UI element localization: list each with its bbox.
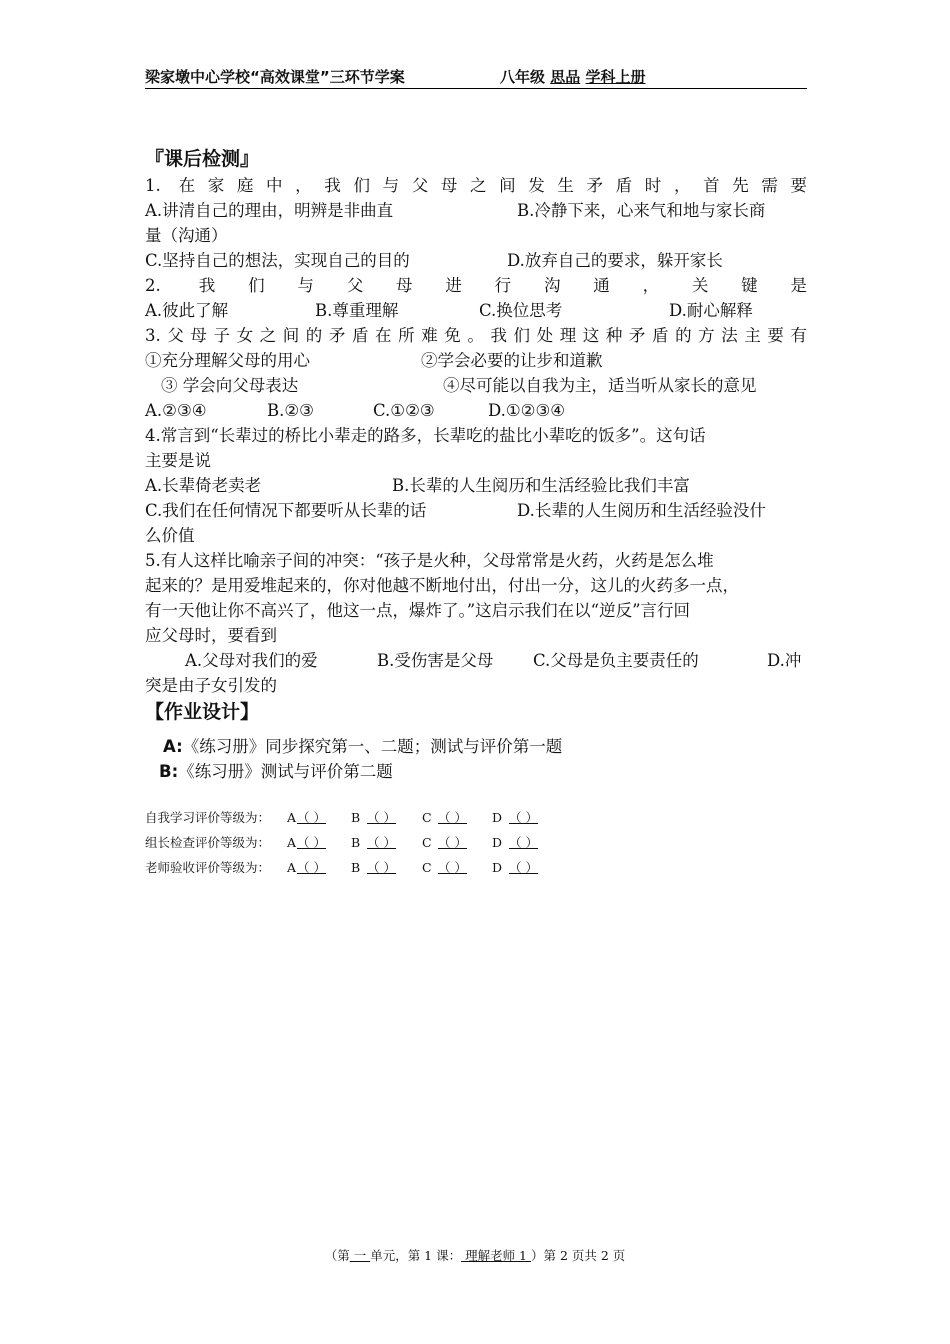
- grade-b: B: [351, 810, 361, 825]
- footer-page-info: ）第 2 页共 2 页: [530, 1248, 626, 1263]
- grade-c-blank[interactable]: （ ）: [438, 810, 467, 825]
- subject-suffix: 学科: [585, 68, 616, 86]
- question-5-line-4: 应父母时，要看到: [145, 626, 277, 645]
- footer-unit-number: 一: [349, 1248, 371, 1263]
- question-3-options: [145, 398, 807, 423]
- q3-item-1: ①充分理解父母的用心: [145, 351, 310, 370]
- q1-option-b-continued: 量（沟通）: [145, 226, 228, 245]
- question-1-options-cd: [145, 248, 807, 273]
- page-footer: [0, 1246, 950, 1264]
- q2-option-b: B.尊重理解: [315, 301, 399, 320]
- question-5-line-3: 有一天他让你不高兴了，他这一点，爆炸了。”这启示我们在以“逆反”言行回: [145, 601, 691, 620]
- grade-b-blank[interactable]: （ ）: [367, 835, 396, 850]
- question-3-items-12: [145, 348, 807, 373]
- q3-item-2: ②学会必要的让步和道歉: [421, 351, 603, 370]
- grade-a-blank[interactable]: （ ）: [297, 810, 326, 825]
- grade-d: D: [492, 835, 503, 850]
- section-title-after-class-test: 『课后检测』: [145, 148, 260, 170]
- grade-b-blank[interactable]: （ ）: [367, 810, 396, 825]
- q1-option-b: B.冷静下来，心来气和地与家长商: [517, 201, 766, 220]
- grade-c: C: [422, 810, 432, 825]
- q3-option-a: A.②③④: [145, 401, 207, 420]
- grade-d: D: [492, 860, 503, 875]
- grade-b: B: [351, 835, 361, 850]
- question-3-items-34: [145, 373, 807, 398]
- q4-option-d-continued: 么价值: [145, 526, 195, 545]
- homework-b-label: B:: [159, 762, 179, 781]
- evaluation-label: 老师验收评价等级为：: [145, 860, 271, 875]
- question-2-options: [145, 298, 807, 323]
- section-title-homework-design: 【作业设计】: [145, 701, 260, 723]
- question-4-stem-line-2: 主要是说: [145, 451, 211, 470]
- q1-option-c: C.坚持自己的想法，实现自己的目的: [145, 251, 410, 270]
- volume: 上册: [615, 68, 646, 86]
- subject: 思品: [550, 68, 581, 86]
- footer-prefix: （第: [324, 1248, 350, 1263]
- grade-d-blank[interactable]: （ ）: [509, 860, 538, 875]
- q3-option-b: B.②③: [267, 401, 314, 420]
- question-1-stem: 1. 在家庭中，我们与父母之间发生矛盾时，首先需要: [145, 176, 807, 195]
- q1-option-d: D.放弃自己的要求，躲开家长: [507, 251, 723, 270]
- q2-option-d: D.耐心解释: [669, 301, 753, 320]
- q4-option-a: A.长辈倚老卖老: [145, 476, 262, 495]
- homework-spacer: [145, 726, 807, 734]
- homework-a-text: 《练习册》同步探究第一、二题；测试与评价第一题: [182, 737, 563, 756]
- homework-a: [145, 734, 807, 759]
- q3-option-c: C.①②③: [373, 401, 435, 420]
- q2-option-a: A.彼此了解: [145, 301, 229, 320]
- question-4-options-cd: [145, 498, 807, 523]
- grade-c: C: [422, 860, 432, 875]
- page-header: [145, 66, 807, 89]
- grade-a: A: [287, 860, 297, 875]
- evaluation-label: 组长检查评价等级为：: [145, 835, 271, 850]
- question-5-line-1: 5.有人这样比喻亲子间的冲突：“孩子是火种，父母常常是火药，火药是怎么堆: [145, 551, 714, 570]
- q4-option-d: D.长辈的人生阅历和生活经验没什: [517, 501, 766, 520]
- q3-item-4: ④尽可能以自我为主，适当听从家长的意见: [443, 376, 757, 395]
- question-3-stem: 3.父母子女之间的矛盾在所难免。我们处理这种矛盾的方法主要有: [145, 326, 807, 345]
- grade-d-blank[interactable]: （ ）: [509, 835, 538, 850]
- grade-c: C: [422, 835, 432, 850]
- homework-a-label: A:: [163, 737, 183, 756]
- grade-d-blank[interactable]: （ ）: [509, 810, 538, 825]
- q5-option-b: B.受伤害是父母: [377, 651, 494, 670]
- grade-subject: [500, 66, 646, 88]
- q2-option-c: C.换位思考: [479, 301, 563, 320]
- grade-a-blank[interactable]: （ ）: [297, 835, 326, 850]
- grade-d: D: [492, 810, 503, 825]
- q5-option-a: A.父母对我们的爱: [185, 651, 318, 670]
- q3-option-d: D.①②③④: [488, 401, 566, 420]
- evaluation-label: 自我学习评价等级为：: [145, 810, 271, 825]
- grade-a-blank[interactable]: （ ）: [297, 860, 326, 875]
- grade-b: B: [351, 860, 361, 875]
- question-4-options-ab: [145, 473, 807, 498]
- question-5-options: [145, 648, 807, 673]
- question-5-line-2: 起来的？是用爱堆起来的，你对他越不断地付出，付出一分，这儿的火药多一点，: [145, 576, 739, 595]
- footer-unit-text: 单元，第 1 课：: [370, 1248, 462, 1263]
- question-2-stem: 2. 我们与父母进行沟通，关键是: [145, 276, 807, 295]
- question-4-stem-line-1: 4.常言到“长辈过的桥比小辈走的路多，长辈吃的盐比小辈吃的饭多”。这句话: [145, 426, 706, 445]
- q5-option-d-continued: 突是由子女引发的: [145, 676, 277, 695]
- school-title: 梁家墩中心学校“高效课堂”三环节学案: [145, 68, 405, 86]
- grade-a: A: [287, 835, 297, 850]
- q5-option-d: D.冲: [767, 651, 802, 670]
- q5-option-c: C.父母是负主要责任的: [533, 651, 699, 670]
- grade-c-blank[interactable]: （ ）: [438, 860, 467, 875]
- footer-lesson-title: 理解老师 1: [461, 1248, 531, 1263]
- q4-option-b: B.长辈的人生阅历和生活经验比我们丰富: [392, 476, 690, 495]
- document-body: [145, 145, 807, 784]
- grade: 八年级: [500, 68, 546, 86]
- grade-c-blank[interactable]: （ ）: [438, 835, 467, 850]
- question-1-options-ab: [145, 198, 807, 223]
- q4-option-c: C.我们在任何情况下都要听从长辈的话: [145, 501, 427, 520]
- grade-b-blank[interactable]: （ ）: [367, 860, 396, 875]
- homework-b: [145, 759, 807, 784]
- q1-option-a: A.讲清自己的理由，明辨是非曲直: [145, 201, 394, 220]
- grade-a: A: [287, 810, 297, 825]
- homework-b-text: 《练习册》测试与评价第二题: [178, 762, 393, 781]
- q3-item-3: ③ 学会向父母表达: [161, 376, 299, 395]
